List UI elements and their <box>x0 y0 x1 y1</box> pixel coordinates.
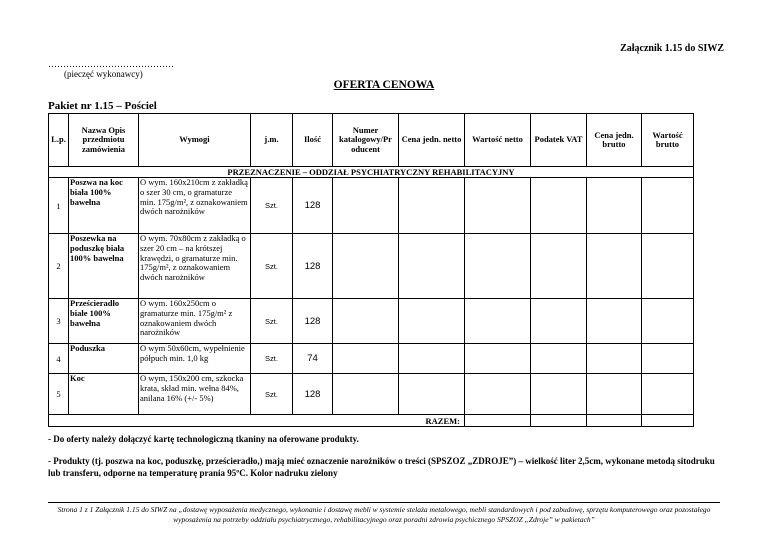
cell-vat[interactable] <box>531 178 587 234</box>
cell-unit-gross[interactable] <box>587 178 642 234</box>
col-header-name: Nazwa Opis przedmiotu zamówienia <box>69 114 139 167</box>
purpose-cell: PRZEZNACZENIE – ODDZIAŁ PSYCHIATRYCZNY REHABILITACYJNY <box>49 167 694 178</box>
cell-lp: 3 <box>49 299 69 344</box>
cell-catalog[interactable] <box>333 344 399 374</box>
table-row <box>49 234 694 299</box>
col-header-quantity: Ilość <box>293 114 333 167</box>
total-unit-gross[interactable] <box>587 415 642 427</box>
col-header-unit-net: Cena jedn. netto <box>399 114 465 167</box>
cell-unit-net[interactable] <box>399 374 465 415</box>
cell-value-gross[interactable] <box>642 178 694 234</box>
total-vat[interactable] <box>531 415 587 427</box>
cell-quantity: 74 <box>293 344 333 374</box>
cell-quantity: 128 <box>293 299 333 344</box>
table-header-row <box>49 114 694 167</box>
cell-unit-gross[interactable] <box>587 374 642 415</box>
page-footer: Strona 1 z 1 Załącznik 1.15 do SIWZ na „dostawę wyposażenia medycznego, wykonanie i dostawę mebli w systemie stelaża metalowego, mebli standardowych i pod zabudowę, sprzętu komputerowego oraz pozostałego wyposażenia na potrzeby oddziału psychiatrycznego, rehabilitacyjnego oraz poradni zdrowia psychicznego SPSZOZ „Zdroje” w pakietach” <box>57 505 711 525</box>
cell-name: Poduszka <box>69 344 139 374</box>
cell-unit-net[interactable] <box>399 178 465 234</box>
total-value-gross[interactable] <box>642 415 694 427</box>
cell-requirements: O wym. 160x210cm z zakładką o szer 30 cm, o gramaturze min. 175g/m², z oznakowaniem dwóch narożników <box>139 178 251 234</box>
cell-catalog[interactable] <box>333 374 399 415</box>
cell-vat[interactable] <box>531 299 587 344</box>
cell-lp: 2 <box>49 234 69 299</box>
page-title: OFERTA CENOWA <box>333 79 435 91</box>
col-header-lp: L.p. <box>49 114 69 167</box>
cell-value-gross[interactable] <box>642 374 694 415</box>
cell-requirements: O wym 50x60cm, wypełnienie półpuch min. 1,0 kg <box>139 344 251 374</box>
col-header-vat: Podatek VAT <box>531 114 587 167</box>
note-technical-card: - Do oferty należy dołączyć kartę technologiczną tkaniny na oferowane produkty. <box>48 434 359 444</box>
cell-lp: 1 <box>49 178 69 234</box>
cell-requirements: O wym, 150x200 cm, szkocka krata, skład min. wełna 84%, anilana 16% (+/- 5%) <box>139 374 251 415</box>
cell-unit-gross[interactable] <box>587 299 642 344</box>
cell-unit: Szt. <box>251 178 293 234</box>
cell-catalog[interactable] <box>333 299 399 344</box>
total-value-net[interactable] <box>465 415 531 427</box>
cell-name: Poszwa na koc biała 100% bawełna <box>69 178 139 234</box>
cell-vat[interactable] <box>531 344 587 374</box>
cell-lp: 4 <box>49 344 69 374</box>
col-header-unit: j.m. <box>251 114 293 167</box>
cell-name: Prześcieradło białe 100% bawełna <box>69 299 139 344</box>
col-header-value-gross: Wartość brutto <box>642 114 694 167</box>
cell-lp: 5 <box>49 374 69 415</box>
cell-value-net[interactable] <box>465 344 531 374</box>
package-title: Pakiet nr 1.15 – Pościel <box>48 100 157 112</box>
cell-value-net[interactable] <box>465 178 531 234</box>
cell-unit: Szt. <box>251 299 293 344</box>
table-row <box>49 299 694 344</box>
col-header-unit-gross: Cena jedn. brutto <box>587 114 642 167</box>
table-row <box>49 178 694 234</box>
cell-unit-net[interactable] <box>399 344 465 374</box>
cell-unit: Szt. <box>251 234 293 299</box>
cell-name: Koc <box>69 374 139 415</box>
cell-name: Poszewka na poduszkę biała 100% bawełna <box>69 234 139 299</box>
attachment-label: Załącznik 1.15 do SIWZ <box>620 43 724 54</box>
footer-divider <box>48 502 720 503</box>
note-marking: - Produkty (tj. poszwa na koc, poduszkę, prześcieradło,) mają mieć oznaczenie narożników o treści (SPSZOZ „ZDROJE”) – wielkość liter 2,5cm, wykonane metodą sitodruku lub transferu, odporne na temperaturę prania 95ºC. Kolor nadruku zielony <box>48 456 715 479</box>
cell-requirements: O wym. 160x250cm o gramaturze min. 175g/m² z oznakowaniem dwóch narożników <box>139 299 251 344</box>
cell-unit-net[interactable] <box>399 299 465 344</box>
cell-catalog[interactable] <box>333 234 399 299</box>
cell-value-net[interactable] <box>465 299 531 344</box>
cell-unit-gross[interactable] <box>587 344 642 374</box>
cell-value-gross[interactable] <box>642 299 694 344</box>
cell-value-gross[interactable] <box>642 344 694 374</box>
cell-value-net[interactable] <box>465 234 531 299</box>
cell-quantity: 128 <box>293 234 333 299</box>
col-header-requirements: Wymogi <box>139 114 251 167</box>
total-row <box>49 415 694 427</box>
cell-requirements: O wym. 70x80cm z zakładką o szer 20 cm – na krótszej krawędzi, o gramaturze min. 175g/m², z oznakowaniem dwóch narożników <box>139 234 251 299</box>
cell-vat[interactable] <box>531 234 587 299</box>
offer-table <box>48 113 694 427</box>
total-label: RAZEM: <box>49 415 465 427</box>
cell-value-gross[interactable] <box>642 234 694 299</box>
purpose-row <box>49 167 694 178</box>
cell-quantity: 128 <box>293 178 333 234</box>
cell-quantity: 128 <box>293 374 333 415</box>
cell-unit: Szt. <box>251 374 293 415</box>
cell-unit-gross[interactable] <box>587 234 642 299</box>
cell-vat[interactable] <box>531 374 587 415</box>
cell-catalog[interactable] <box>333 178 399 234</box>
cell-unit: Szt. <box>251 344 293 374</box>
table-row <box>49 344 694 374</box>
col-header-catalog: Numer katalogowy/Pr oducent <box>333 114 399 167</box>
cell-unit-net[interactable] <box>399 234 465 299</box>
table-row <box>49 374 694 415</box>
stamp-line: …………………………………… <box>48 59 174 69</box>
col-header-value-net: Wartość netto <box>465 114 531 167</box>
stamp-label: (pieczęć wykonawcy) <box>64 69 143 79</box>
cell-value-net[interactable] <box>465 374 531 415</box>
